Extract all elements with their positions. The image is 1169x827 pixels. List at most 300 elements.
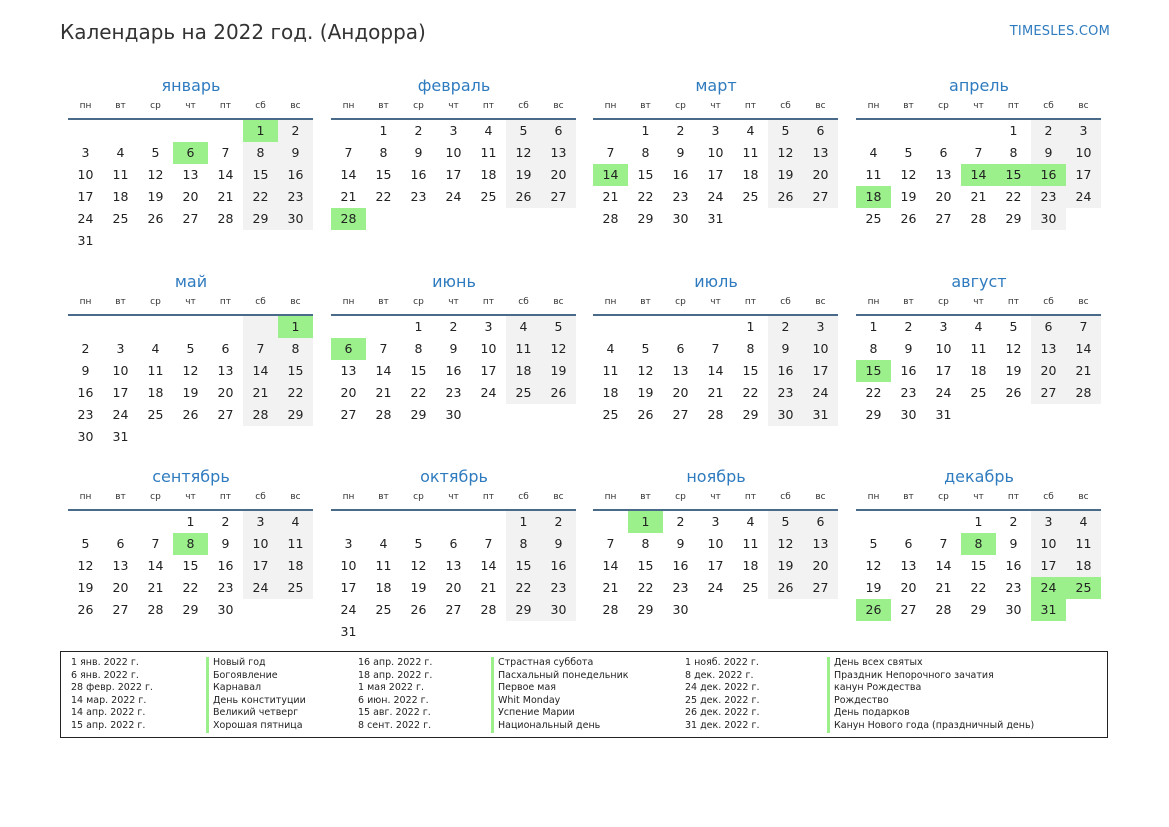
- day-cell: 12: [541, 338, 576, 360]
- month-1: [68, 0, 314, 252]
- day-cell: 19: [410, 580, 427, 595]
- day-cell: 6: [1031, 316, 1066, 338]
- day-cell: 2: [221, 514, 230, 529]
- legend-holiday-name: Рождество: [834, 694, 889, 706]
- day-cell: 28: [707, 407, 724, 422]
- day-cell: 29: [182, 602, 199, 617]
- weekday-label: чт: [185, 492, 196, 502]
- day-cell: 22: [506, 577, 541, 599]
- day-cell: 3: [344, 536, 353, 551]
- day-cell: 2: [449, 319, 458, 334]
- day-cell: 25: [147, 407, 164, 422]
- empty-cell: [593, 120, 628, 142]
- empty-cell: [803, 208, 838, 230]
- day-cell: 21: [1066, 360, 1101, 382]
- month-11: [593, 466, 839, 621]
- legend-date: 15 апр. 2022 г.: [71, 719, 146, 731]
- weekday-label: сб: [780, 297, 791, 307]
- day-cell: 6: [541, 120, 576, 142]
- day-cell: 28: [217, 211, 234, 226]
- empty-cell: [208, 316, 243, 338]
- day-cell: 23: [445, 385, 462, 400]
- month-name: июнь: [432, 272, 476, 291]
- day-cell: 3: [939, 319, 948, 334]
- day-cell: 20: [803, 555, 838, 577]
- empty-cell: [243, 426, 278, 448]
- empty-cell: [243, 230, 278, 252]
- weekday-label: вс: [290, 492, 301, 502]
- weekday-label: ср: [938, 297, 949, 307]
- weekday-header: [331, 488, 577, 506]
- empty-cell: [803, 599, 838, 621]
- empty-cell: [436, 621, 471, 643]
- day-grid: [68, 316, 314, 448]
- holiday-day: 6: [331, 338, 366, 360]
- holiday-day: 25: [1066, 577, 1101, 599]
- holiday-day: 14: [593, 164, 628, 186]
- day-cell: 18: [480, 167, 497, 182]
- day-cell: 16: [672, 558, 689, 573]
- day-cell: 29: [278, 404, 313, 426]
- day-cell: 16: [217, 558, 234, 573]
- day-cell: 10: [935, 341, 952, 356]
- empty-cell: [593, 511, 628, 533]
- weekday-label: чт: [185, 297, 196, 307]
- day-cell: 17: [112, 385, 129, 400]
- day-cell: 19: [182, 385, 199, 400]
- weekday-label: чт: [448, 101, 459, 111]
- legend-holiday-name: Whit Monday: [498, 694, 561, 706]
- day-cell: 15: [637, 167, 654, 182]
- day-cell: 29: [742, 407, 759, 422]
- weekday-header: [68, 488, 314, 506]
- weekday-label: ср: [150, 101, 161, 111]
- day-cell: 13: [1031, 338, 1066, 360]
- weekday-label: сб: [255, 492, 266, 502]
- empty-cell: [891, 120, 926, 142]
- weekday-label: вт: [640, 101, 651, 111]
- empty-cell: [1031, 404, 1066, 426]
- day-cell: 21: [602, 189, 619, 204]
- day-cell: 26: [1005, 385, 1022, 400]
- empty-cell: [68, 120, 103, 142]
- day-cell: 15: [506, 555, 541, 577]
- empty-cell: [506, 208, 541, 230]
- day-cell: 16: [278, 164, 313, 186]
- empty-cell: [471, 208, 506, 230]
- empty-cell: [278, 230, 313, 252]
- month-name: октябрь: [420, 467, 488, 486]
- empty-cell: [173, 230, 208, 252]
- brand-link[interactable]: TIMESLES.COM: [1009, 24, 1110, 39]
- empty-cell: [103, 120, 138, 142]
- empty-cell: [331, 120, 366, 142]
- day-cell: 11: [865, 167, 882, 182]
- day-cell: 29: [637, 211, 654, 226]
- day-cell: 20: [112, 580, 129, 595]
- day-cell: 24: [707, 189, 724, 204]
- day-cell: 21: [147, 580, 164, 595]
- day-cell: 5: [186, 341, 195, 356]
- day-cell: 25: [480, 189, 497, 204]
- day-cell: 25: [375, 602, 392, 617]
- day-cell: 14: [1066, 338, 1101, 360]
- day-cell: 11: [602, 363, 619, 378]
- empty-cell: [628, 316, 663, 338]
- empty-cell: [961, 120, 996, 142]
- day-cell: 28: [480, 602, 497, 617]
- day-cell: 31: [803, 404, 838, 426]
- day-cell: 4: [1066, 511, 1101, 533]
- day-cell: 6: [803, 511, 838, 533]
- holiday-day: 8: [173, 533, 208, 555]
- day-cell: 20: [803, 164, 838, 186]
- day-cell: 1: [414, 319, 423, 334]
- day-cell: 30: [541, 599, 576, 621]
- day-cell: 13: [182, 167, 199, 182]
- day-cell: 14: [243, 360, 278, 382]
- day-cell: 1: [379, 123, 388, 138]
- day-cell: 30: [77, 429, 94, 444]
- weekday-label: вт: [378, 297, 389, 307]
- day-cell: 13: [340, 363, 357, 378]
- day-cell: 5: [1009, 319, 1018, 334]
- day-cell: 23: [1031, 186, 1066, 208]
- weekday-label: вт: [115, 492, 126, 502]
- day-cell: 26: [637, 407, 654, 422]
- holiday-day: 1: [628, 511, 663, 533]
- month-4: [856, 0, 1102, 230]
- day-cell: 30: [672, 602, 689, 617]
- weekday-label: сб: [780, 101, 791, 111]
- weekday-label: сб: [1043, 492, 1054, 502]
- legend-holiday-name: Пасхальный понедельник: [498, 669, 629, 681]
- day-cell: 14: [217, 167, 234, 182]
- day-cell: 8: [414, 341, 423, 356]
- legend-date: 31 дек. 2022 г.: [685, 719, 760, 731]
- month-2: [331, 0, 577, 230]
- day-cell: 2: [414, 123, 423, 138]
- empty-cell: [471, 621, 506, 643]
- day-cell: 21: [602, 580, 619, 595]
- weekday-label: вс: [1078, 101, 1089, 111]
- day-cell: 12: [410, 558, 427, 573]
- day-cell: 25: [865, 211, 882, 226]
- weekday-header: [331, 293, 577, 311]
- empty-cell: [856, 511, 891, 533]
- month-name: февраль: [417, 76, 491, 95]
- day-cell: 7: [379, 341, 388, 356]
- empty-cell: [208, 230, 243, 252]
- day-cell: 14: [480, 558, 497, 573]
- day-cell: 3: [243, 511, 278, 533]
- day-cell: 11: [1066, 533, 1101, 555]
- weekday-label: ср: [413, 101, 424, 111]
- day-cell: 19: [541, 360, 576, 382]
- empty-cell: [856, 120, 891, 142]
- day-cell: 9: [1009, 536, 1018, 551]
- day-cell: 4: [151, 341, 160, 356]
- day-cell: 27: [340, 407, 357, 422]
- legend-date: 24 дек. 2022 г.: [685, 682, 760, 694]
- day-cell: 30: [768, 404, 803, 426]
- weekday-label: вс: [553, 297, 564, 307]
- day-cell: 20: [672, 385, 689, 400]
- day-cell: 7: [974, 145, 983, 160]
- day-cell: 23: [900, 385, 917, 400]
- day-cell: 25: [602, 407, 619, 422]
- day-cell: 4: [506, 316, 541, 338]
- day-cell: 9: [904, 341, 913, 356]
- day-cell: 3: [116, 341, 125, 356]
- empty-cell: [961, 404, 996, 426]
- day-cell: 29: [970, 602, 987, 617]
- day-cell: 25: [112, 211, 129, 226]
- weekday-label: пт: [482, 297, 495, 307]
- holiday-day: 1: [243, 120, 278, 142]
- day-cell: 3: [484, 319, 493, 334]
- weekday-label: вс: [290, 297, 301, 307]
- legend-date: 1 янв. 2022 г.: [71, 657, 139, 668]
- legend-date: 15 авг. 2022 г.: [358, 707, 431, 719]
- weekday-header: [856, 97, 1102, 115]
- empty-cell: [68, 511, 103, 533]
- day-cell: 12: [865, 558, 882, 573]
- day-cell: 20: [900, 580, 917, 595]
- day-cell: 31: [77, 233, 94, 248]
- day-cell: 23: [1005, 580, 1022, 595]
- day-cell: 7: [939, 536, 948, 551]
- legend-date: 8 дек. 2022 г.: [685, 669, 754, 681]
- day-cell: 2: [1031, 120, 1066, 142]
- legend-holiday-name: Праздник Непорочного зачатия: [834, 669, 994, 681]
- weekday-label: пт: [744, 101, 757, 111]
- empty-cell: [768, 599, 803, 621]
- weekday-label: сб: [518, 297, 529, 307]
- day-cell: 20: [541, 164, 576, 186]
- day-cell: 17: [243, 555, 278, 577]
- day-cell: 13: [112, 558, 129, 573]
- day-cell: 21: [375, 385, 392, 400]
- weekday-label: чт: [973, 297, 984, 307]
- day-cell: 17: [803, 360, 838, 382]
- day-cell: 10: [445, 145, 462, 160]
- day-cell: 2: [278, 120, 313, 142]
- empty-cell: [698, 316, 733, 338]
- day-cell: 2: [904, 319, 913, 334]
- day-cell: 12: [768, 142, 803, 164]
- empty-cell: [138, 230, 173, 252]
- day-cell: 9: [676, 145, 685, 160]
- empty-cell: [138, 511, 173, 533]
- day-cell: 14: [707, 363, 724, 378]
- day-cell: 5: [541, 316, 576, 338]
- day-cell: 25: [742, 189, 759, 204]
- month-5: [68, 271, 314, 448]
- holiday-day: 1: [278, 316, 313, 338]
- day-grid: [331, 316, 577, 426]
- day-cell: 14: [147, 558, 164, 573]
- month-9: [68, 466, 314, 621]
- day-cell: 13: [900, 558, 917, 573]
- day-cell: 17: [480, 363, 497, 378]
- weekday-label: чт: [973, 101, 984, 111]
- day-cell: 12: [506, 142, 541, 164]
- empty-cell: [138, 316, 173, 338]
- legend-date: 14 апр. 2022 г.: [71, 707, 146, 719]
- day-cell: 22: [970, 580, 987, 595]
- empty-cell: [208, 120, 243, 142]
- empty-cell: [366, 511, 401, 533]
- day-cell: 23: [768, 382, 803, 404]
- day-cell: 24: [707, 580, 724, 595]
- empty-cell: [103, 511, 138, 533]
- day-cell: 7: [606, 536, 615, 551]
- day-cell: 18: [602, 385, 619, 400]
- legend-holiday-name: Хорошая пятница: [213, 719, 303, 731]
- day-cell: 12: [1005, 341, 1022, 356]
- day-grid: [593, 316, 839, 426]
- weekday-label: сб: [780, 492, 791, 502]
- weekday-label: ср: [150, 297, 161, 307]
- holiday-day: 24: [1031, 577, 1066, 599]
- day-cell: 20: [217, 385, 234, 400]
- day-cell: 2: [676, 123, 685, 138]
- day-cell: 30: [900, 407, 917, 422]
- empty-cell: [733, 599, 768, 621]
- legend-date: 1 мая 2022 г.: [358, 682, 424, 694]
- weekday-label: сб: [255, 101, 266, 111]
- day-cell: 23: [217, 580, 234, 595]
- weekday-label: чт: [448, 492, 459, 502]
- weekday-label: вс: [1078, 297, 1089, 307]
- day-cell: 23: [278, 186, 313, 208]
- legend-date: 28 февр. 2022 г.: [71, 682, 153, 694]
- day-cell: 16: [445, 363, 462, 378]
- legend-date: 6 янв. 2022 г.: [71, 669, 139, 681]
- weekday-label: вт: [378, 101, 389, 111]
- page-title: Календарь на 2022 год. (Андорра): [60, 20, 426, 44]
- weekday-label: пт: [482, 101, 495, 111]
- day-cell: 7: [221, 145, 230, 160]
- weekday-label: пн: [79, 297, 92, 307]
- day-cell: 17: [707, 558, 724, 573]
- weekday-label: пн: [604, 492, 617, 502]
- day-cell: 10: [480, 341, 497, 356]
- day-cell: 16: [1005, 558, 1022, 573]
- day-cell: 6: [904, 536, 913, 551]
- holiday-day: 15: [996, 164, 1031, 186]
- day-cell: 13: [803, 142, 838, 164]
- weekday-label: чт: [710, 492, 721, 502]
- day-cell: 11: [742, 145, 759, 160]
- empty-cell: [663, 316, 698, 338]
- month-name: май: [174, 272, 208, 291]
- weekday-label: пт: [482, 492, 495, 502]
- day-cell: 27: [935, 211, 952, 226]
- day-cell: 21: [217, 189, 234, 204]
- day-cell: 12: [147, 167, 164, 182]
- holiday-day: 18: [856, 186, 891, 208]
- legend-holiday-name: Великий четверг: [213, 707, 299, 719]
- day-cell: 5: [81, 536, 90, 551]
- day-cell: 3: [1031, 511, 1066, 533]
- day-cell: 28: [243, 404, 278, 426]
- day-cell: 24: [1066, 186, 1101, 208]
- day-cell: 1: [1009, 123, 1018, 138]
- weekday-label: пт: [1007, 492, 1020, 502]
- empty-cell: [208, 426, 243, 448]
- weekday-label: пн: [604, 297, 617, 307]
- holiday-day: 14: [961, 164, 996, 186]
- day-cell: 24: [935, 385, 952, 400]
- day-cell: 7: [344, 145, 353, 160]
- day-cell: 5: [506, 120, 541, 142]
- weekday-label: пн: [867, 297, 880, 307]
- day-cell: 4: [606, 341, 615, 356]
- weekday-label: пт: [219, 492, 232, 502]
- legend-holiday-name: Успение Марии: [498, 707, 575, 719]
- day-cell: 27: [900, 602, 917, 617]
- weekday-label: пн: [342, 492, 355, 502]
- day-cell: 10: [243, 533, 278, 555]
- day-cell: 22: [278, 382, 313, 404]
- weekday-header: [593, 97, 839, 115]
- day-cell: 25: [506, 382, 541, 404]
- month-3: [593, 0, 839, 230]
- day-cell: 15: [182, 558, 199, 573]
- day-cell: 5: [641, 341, 650, 356]
- day-cell: 9: [81, 363, 90, 378]
- day-cell: 10: [1066, 142, 1101, 164]
- day-cell: 15: [278, 360, 313, 382]
- day-cell: 31: [935, 407, 952, 422]
- day-cell: 9: [278, 142, 313, 164]
- day-cell: 21: [480, 580, 497, 595]
- empty-cell: [891, 511, 926, 533]
- weekday-label: пн: [342, 101, 355, 111]
- legend-holiday-name: Национальный день: [498, 719, 601, 731]
- day-cell: 10: [340, 558, 357, 573]
- day-cell: 27: [217, 407, 234, 422]
- empty-cell: [366, 316, 401, 338]
- day-cell: 8: [1009, 145, 1018, 160]
- day-cell: 1: [974, 514, 983, 529]
- empty-cell: [138, 120, 173, 142]
- legend-date: 14 мар. 2022 г.: [71, 694, 147, 706]
- day-cell: 4: [379, 536, 388, 551]
- month-name: сентябрь: [152, 467, 230, 486]
- day-cell: 3: [803, 316, 838, 338]
- day-cell: 8: [869, 341, 878, 356]
- day-cell: 30: [672, 211, 689, 226]
- day-cell: 11: [970, 341, 987, 356]
- weekday-label: ср: [675, 492, 686, 502]
- day-cell: 25: [970, 385, 987, 400]
- day-cell: 5: [869, 536, 878, 551]
- day-cell: 2: [81, 341, 90, 356]
- day-cell: 4: [116, 145, 125, 160]
- day-cell: 26: [506, 186, 541, 208]
- day-cell: 13: [541, 142, 576, 164]
- month-12: [856, 466, 1102, 621]
- day-cell: 16: [900, 363, 917, 378]
- weekday-label: вс: [815, 492, 826, 502]
- day-cell: 19: [147, 189, 164, 204]
- day-cell: 1: [869, 319, 878, 334]
- day-cell: 28: [602, 211, 619, 226]
- day-cell: 22: [1005, 189, 1022, 204]
